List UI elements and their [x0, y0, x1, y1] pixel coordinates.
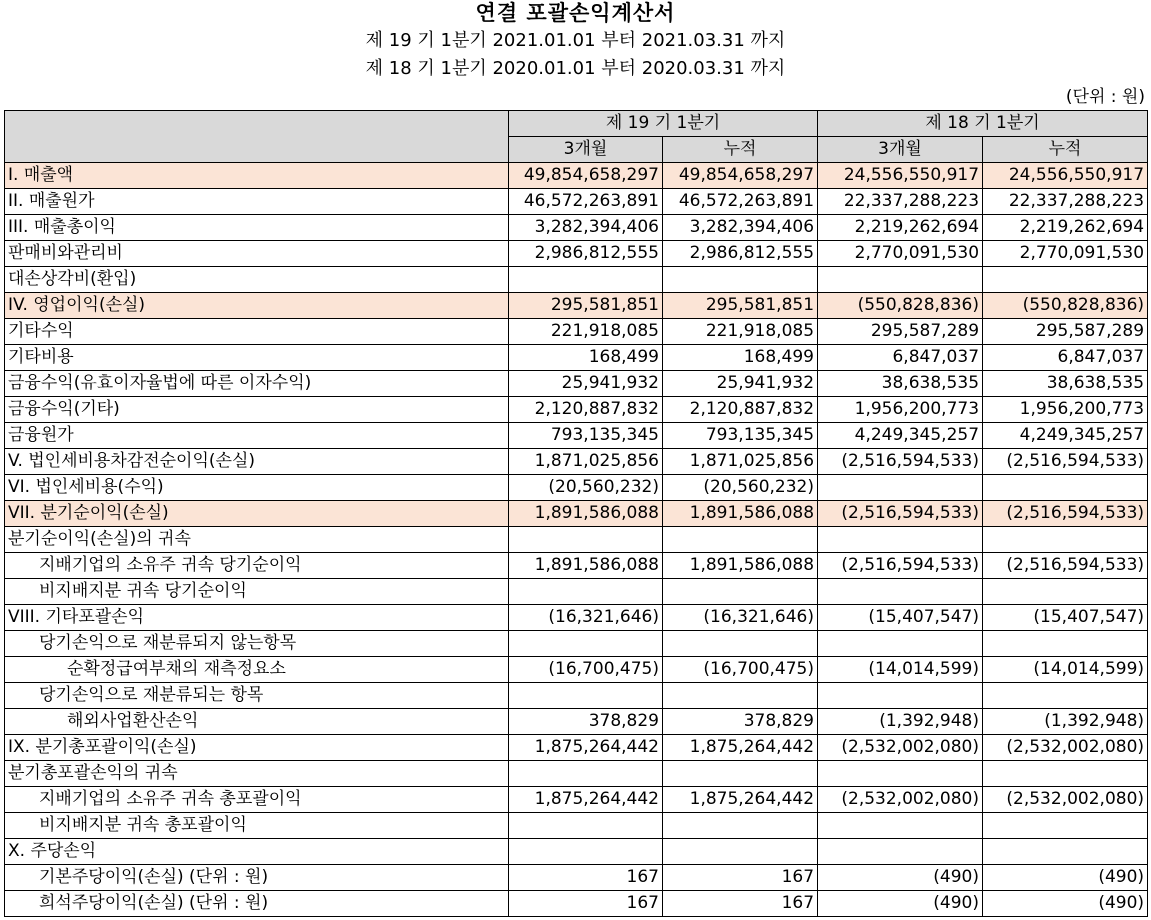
- row-value: 168,499: [509, 345, 663, 371]
- income-statement-table: [4, 110, 1148, 917]
- row-label: 지배기업의 소유주 귀속 총포괄이익: [5, 787, 509, 813]
- row-value: (490): [983, 865, 1148, 891]
- statement-title: 연결 포괄손익계산서: [475, 1, 676, 25]
- row-value: [509, 579, 663, 605]
- row-value: (490): [818, 891, 983, 917]
- row-value: 221,918,085: [509, 319, 663, 345]
- row-value: (2,516,594,533): [818, 449, 983, 475]
- row-value: 3,282,394,406: [509, 215, 663, 241]
- row-value: [983, 813, 1148, 839]
- table-row: [5, 891, 1148, 917]
- header-sub-cumulative-prior: 누적: [983, 137, 1148, 163]
- table-row: [5, 865, 1148, 891]
- row-label: 기본주당이익(손실) (단위 : 원): [5, 865, 509, 891]
- table-row: [5, 371, 1148, 397]
- row-label: 당기손익으로 재분류되는 항목: [5, 683, 509, 709]
- row-label: IX. 분기총포괄이익(손실): [5, 735, 509, 761]
- row-value: (15,407,547): [818, 605, 983, 631]
- row-label: V. 법인세비용차감전순이익(손실): [5, 449, 509, 475]
- row-value: [509, 631, 663, 657]
- table-row: [5, 449, 1148, 475]
- row-value: 1,871,025,856: [663, 449, 818, 475]
- row-value: (2,516,594,533): [983, 553, 1148, 579]
- row-value: (2,532,002,080): [983, 787, 1148, 813]
- header-sub-cumulative-current: 누적: [663, 137, 818, 163]
- table-row: [5, 475, 1148, 501]
- row-value: 167: [509, 865, 663, 891]
- unit-label: (단위 : 원): [1065, 87, 1145, 107]
- table-row: [5, 319, 1148, 345]
- row-value: (2,532,002,080): [818, 787, 983, 813]
- row-value: [818, 267, 983, 293]
- row-label: 비지배지분 귀속 당기순이익: [5, 579, 509, 605]
- row-value: 1,956,200,773: [818, 397, 983, 423]
- row-value: (1,392,948): [818, 709, 983, 735]
- row-value: 2,770,091,530: [818, 241, 983, 267]
- row-value: [818, 579, 983, 605]
- row-value: 2,986,812,555: [509, 241, 663, 267]
- row-value: [983, 683, 1148, 709]
- row-value: 2,770,091,530: [983, 241, 1148, 267]
- row-value: [983, 579, 1148, 605]
- header-prior-period: 제 18 기 1분기: [818, 111, 1148, 137]
- table-row: [5, 501, 1148, 527]
- row-value: [818, 813, 983, 839]
- row-label: VIII. 기타포괄손익: [5, 605, 509, 631]
- row-label: VI. 법인세비용(수익): [5, 475, 509, 501]
- row-label: 기타수익: [5, 319, 509, 345]
- row-label: X. 주당손익: [5, 839, 509, 865]
- row-value: 1,891,586,088: [663, 553, 818, 579]
- row-value: (2,516,594,533): [818, 553, 983, 579]
- row-value: [509, 267, 663, 293]
- row-label: 당기손익으로 재분류되지 않는항목: [5, 631, 509, 657]
- row-label: VII. 분기순이익(손실): [5, 501, 509, 527]
- header-sub-3months-current: 3개월: [509, 137, 663, 163]
- row-value: 793,135,345: [509, 423, 663, 449]
- row-value: 6,847,037: [983, 345, 1148, 371]
- row-value: 4,249,345,257: [983, 423, 1148, 449]
- row-label: 분기총포괄손익의 귀속: [5, 761, 509, 787]
- row-value: 1,956,200,773: [983, 397, 1148, 423]
- row-value: 1,891,586,088: [509, 501, 663, 527]
- row-value: 22,337,288,223: [983, 189, 1148, 215]
- table-row: [5, 787, 1148, 813]
- row-value: [983, 267, 1148, 293]
- table-row: [5, 761, 1148, 787]
- row-value: 2,219,262,694: [818, 215, 983, 241]
- row-value: 295,587,289: [983, 319, 1148, 345]
- row-value: (20,560,232): [509, 475, 663, 501]
- row-label: 금융수익(기타): [5, 397, 509, 423]
- row-value: 2,986,812,555: [663, 241, 818, 267]
- row-value: 1,875,264,442: [663, 735, 818, 761]
- row-value: [818, 683, 983, 709]
- row-value: (15,407,547): [983, 605, 1148, 631]
- table-row: [5, 839, 1148, 865]
- table-row: [5, 241, 1148, 267]
- row-value: 221,918,085: [663, 319, 818, 345]
- row-value: (16,321,646): [509, 605, 663, 631]
- row-value: [509, 839, 663, 865]
- table-row: [5, 631, 1148, 657]
- row-value: 24,556,550,917: [818, 163, 983, 189]
- row-label: 분기순이익(손실)의 귀속: [5, 527, 509, 553]
- header-label-cell: [5, 111, 509, 163]
- row-value: 46,572,263,891: [509, 189, 663, 215]
- row-value: 6,847,037: [818, 345, 983, 371]
- row-value: [663, 813, 818, 839]
- row-label: 지배기업의 소유주 귀속 당기순이익: [5, 553, 509, 579]
- row-value: 2,120,887,832: [509, 397, 663, 423]
- row-value: 46,572,263,891: [663, 189, 818, 215]
- row-value: 1,875,264,442: [509, 787, 663, 813]
- row-label: 비지배지분 귀속 총포괄이익: [5, 813, 509, 839]
- row-value: [818, 839, 983, 865]
- row-label: 대손상각비(환입): [5, 267, 509, 293]
- row-value: [983, 475, 1148, 501]
- row-label: 금융원가: [5, 423, 509, 449]
- row-value: 25,941,932: [509, 371, 663, 397]
- row-value: [818, 475, 983, 501]
- row-value: 2,120,887,832: [663, 397, 818, 423]
- row-value: 1,891,586,088: [509, 553, 663, 579]
- row-value: 49,854,658,297: [509, 163, 663, 189]
- row-value: [509, 683, 663, 709]
- row-value: [983, 527, 1148, 553]
- row-value: 167: [509, 891, 663, 917]
- row-value: 38,638,535: [818, 371, 983, 397]
- row-label: I. 매출액: [5, 163, 509, 189]
- row-value: 167: [663, 891, 818, 917]
- row-value: [818, 631, 983, 657]
- table-row: [5, 267, 1148, 293]
- header-current-period: 제 19 기 1분기: [509, 111, 818, 137]
- row-value: [663, 267, 818, 293]
- row-value: (2,516,594,533): [818, 501, 983, 527]
- row-value: 22,337,288,223: [818, 189, 983, 215]
- row-value: (490): [983, 891, 1148, 917]
- row-value: 25,941,932: [663, 371, 818, 397]
- table-row: [5, 579, 1148, 605]
- row-value: 793,135,345: [663, 423, 818, 449]
- row-value: (16,321,646): [663, 605, 818, 631]
- row-value: [983, 631, 1148, 657]
- row-value: 49,854,658,297: [663, 163, 818, 189]
- row-value: (16,700,475): [663, 657, 818, 683]
- row-label: IV. 영업이익(손실): [5, 293, 509, 319]
- row-value: (2,516,594,533): [983, 501, 1148, 527]
- row-value: [818, 527, 983, 553]
- table-row: [5, 813, 1148, 839]
- row-value: [509, 813, 663, 839]
- table-row: [5, 735, 1148, 761]
- table-row: [5, 527, 1148, 553]
- row-label: 금융수익(유효이자율법에 따른 이자수익): [5, 371, 509, 397]
- table-row: [5, 163, 1148, 189]
- table-row: [5, 215, 1148, 241]
- row-value: [663, 839, 818, 865]
- row-label: 해외사업환산손익: [5, 709, 509, 735]
- row-value: (14,014,599): [818, 657, 983, 683]
- row-value: (1,392,948): [983, 709, 1148, 735]
- row-value: 1,875,264,442: [663, 787, 818, 813]
- row-value: [509, 527, 663, 553]
- row-value: [663, 631, 818, 657]
- table-row: [5, 553, 1148, 579]
- row-value: (20,560,232): [663, 475, 818, 501]
- table-row: [5, 189, 1148, 215]
- header-sub-3months-prior: 3개월: [818, 137, 983, 163]
- row-value: 295,581,851: [509, 293, 663, 319]
- row-label: 기타비용: [5, 345, 509, 371]
- row-value: 168,499: [663, 345, 818, 371]
- header-row-periods: [5, 111, 1148, 137]
- row-value: 4,249,345,257: [818, 423, 983, 449]
- row-value: [818, 761, 983, 787]
- row-label: 판매비와관리비: [5, 241, 509, 267]
- period-prior: 제 18 기 1분기 2020.01.01 부터 2020.03.31 까지: [365, 58, 786, 79]
- row-value: (550,828,836): [818, 293, 983, 319]
- row-value: 24,556,550,917: [983, 163, 1148, 189]
- row-value: [983, 839, 1148, 865]
- period-current: 제 19 기 1분기 2021.01.01 부터 2021.03.31 까지: [365, 30, 786, 51]
- table-row: [5, 293, 1148, 319]
- table-row: [5, 683, 1148, 709]
- row-label: 희석주당이익(손실) (단위 : 원): [5, 891, 509, 917]
- row-value: 2,219,262,694: [983, 215, 1148, 241]
- row-value: 1,875,264,442: [509, 735, 663, 761]
- row-value: (16,700,475): [509, 657, 663, 683]
- row-value: (550,828,836): [983, 293, 1148, 319]
- table-row: [5, 345, 1148, 371]
- row-value: 1,871,025,856: [509, 449, 663, 475]
- row-value: 38,638,535: [983, 371, 1148, 397]
- table-row: [5, 397, 1148, 423]
- row-label: 순확정급여부채의 재측정요소: [5, 657, 509, 683]
- row-label: II. 매출원가: [5, 189, 509, 215]
- row-value: 295,587,289: [818, 319, 983, 345]
- row-value: (490): [818, 865, 983, 891]
- row-value: 1,891,586,088: [663, 501, 818, 527]
- row-value: [663, 761, 818, 787]
- table-row: [5, 709, 1148, 735]
- row-value: [509, 761, 663, 787]
- row-value: (2,516,594,533): [983, 449, 1148, 475]
- row-value: (2,532,002,080): [818, 735, 983, 761]
- row-value: [663, 579, 818, 605]
- row-value: [663, 527, 818, 553]
- row-value: (14,014,599): [983, 657, 1148, 683]
- table-row: [5, 423, 1148, 449]
- row-value: (2,532,002,080): [983, 735, 1148, 761]
- row-value: 295,581,851: [663, 293, 818, 319]
- row-label: III. 매출총이익: [5, 215, 509, 241]
- row-value: 378,829: [509, 709, 663, 735]
- row-value: [983, 761, 1148, 787]
- row-value: 167: [663, 865, 818, 891]
- table-row: [5, 657, 1148, 683]
- table-row: [5, 605, 1148, 631]
- row-value: [663, 683, 818, 709]
- row-value: 3,282,394,406: [663, 215, 818, 241]
- row-value: 378,829: [663, 709, 818, 735]
